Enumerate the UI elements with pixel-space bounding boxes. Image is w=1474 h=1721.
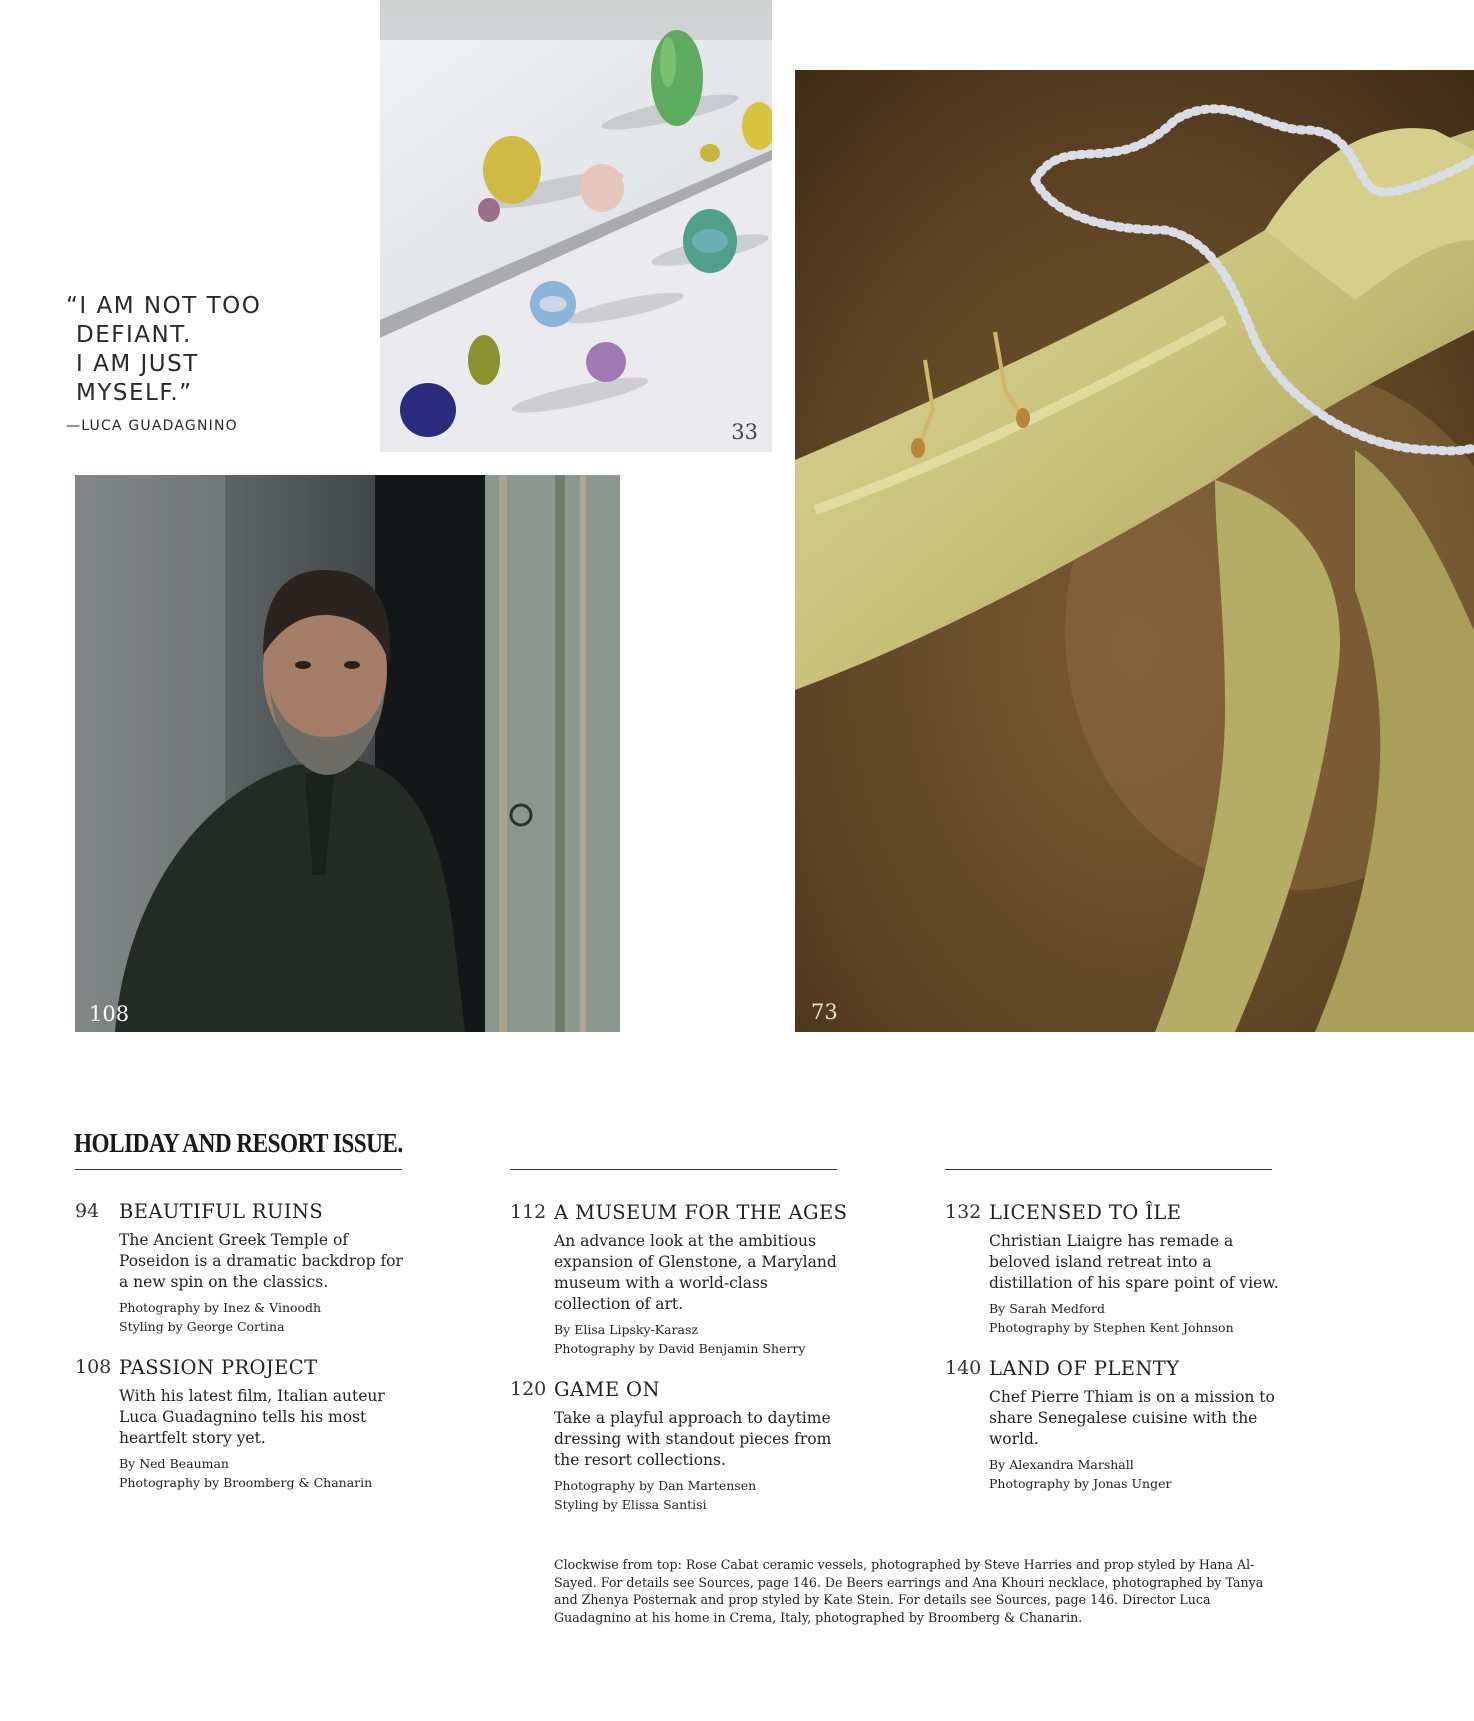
jewelry-photo bbox=[795, 70, 1474, 1032]
toc-page-number: 112 bbox=[510, 1201, 547, 1223]
toc-entry[interactable] bbox=[945, 1201, 1279, 1341]
toc-entry[interactable] bbox=[945, 1357, 1275, 1497]
toc-page-number: 94 bbox=[75, 1200, 100, 1222]
toc-title: BEAUTIFUL RUINS bbox=[119, 1200, 324, 1223]
toc-description-text: With his latest film, Italian auteur Luca Guadagnino tells his most heartfelt story yet. bbox=[119, 1387, 385, 1447]
pull-quote bbox=[66, 292, 366, 441]
toc-credits bbox=[989, 1299, 1279, 1337]
toc-entry[interactable] bbox=[75, 1356, 405, 1496]
quote-line: MYSELF.” bbox=[76, 380, 193, 406]
toc-credits bbox=[119, 1454, 409, 1492]
toc-credit: By Alexandra Marshall bbox=[989, 1457, 1134, 1472]
toc-page-number: 108 bbox=[75, 1356, 112, 1378]
toc-credits bbox=[554, 1476, 844, 1514]
portrait-photo bbox=[75, 475, 620, 1032]
quote-attribution: —LUCA GUADAGNINO bbox=[66, 418, 238, 434]
photo-caption: Clockwise from top: Rose Cabat ceramic vessels, photographed by Steve Harries and prop styled by Hana Al-Sayed. For details see Sources, page 146. De Beers earrings and Ana Khouri necklace, photographed by Tanya and Zhenya Posternak and prop styled by Kate Stein. For details see Sources, page 146. Director Luca Guadagnino at his home in Crema, Italy, photographed by Broomberg & Chanarin. bbox=[554, 1557, 1264, 1625]
toc-description bbox=[989, 1387, 1279, 1493]
toc-entry[interactable] bbox=[510, 1378, 840, 1518]
toc-description bbox=[989, 1231, 1279, 1337]
toc-credit: Styling by George Cortina bbox=[119, 1319, 285, 1334]
toc-title: LICENSED TO ÎLE bbox=[989, 1201, 1182, 1224]
toc-description bbox=[554, 1408, 844, 1514]
divider bbox=[510, 1169, 837, 1170]
toc-entry[interactable] bbox=[75, 1200, 405, 1340]
page-number: 108 bbox=[89, 1002, 130, 1026]
toc-credit: By Sarah Medford bbox=[989, 1301, 1106, 1316]
page-number: 73 bbox=[811, 1000, 838, 1024]
toc-credit: Photography by Inez & Vinoodh bbox=[119, 1300, 322, 1315]
quote-line: “I AM NOT TOO bbox=[66, 293, 262, 319]
toc-title: GAME ON bbox=[554, 1378, 660, 1401]
toc-description-text: An advance look at the ambitious expansion of Glenstone, a Maryland museum with a world-class collection of art. bbox=[554, 1232, 837, 1313]
toc-description bbox=[119, 1230, 409, 1336]
toc-credit: Photography by David Benjamin Sherry bbox=[554, 1341, 806, 1356]
toc-page-number: 140 bbox=[945, 1357, 982, 1379]
toc-description bbox=[119, 1386, 409, 1492]
toc-title: LAND OF PLENTY bbox=[989, 1357, 1180, 1380]
quote-line: DEFIANT. bbox=[76, 322, 192, 348]
toc-credits bbox=[989, 1455, 1279, 1493]
toc-credits bbox=[554, 1320, 844, 1358]
toc-credit: Photography by Broomberg & Chanarin bbox=[119, 1475, 373, 1490]
toc-description-text: Chef Pierre Thiam is on a mission to share Senegalese cuisine with the world. bbox=[989, 1388, 1275, 1448]
page-number: 33 bbox=[731, 420, 758, 444]
toc-credit: By Elisa Lipsky-Karasz bbox=[554, 1322, 698, 1337]
divider bbox=[945, 1169, 1272, 1170]
toc-credit: Photography by Jonas Unger bbox=[989, 1476, 1172, 1491]
toc-page-number: 120 bbox=[510, 1378, 547, 1400]
toc-credit: Styling by Elissa Santisi bbox=[554, 1497, 707, 1512]
toc-credit: Photography by Dan Martensen bbox=[554, 1478, 757, 1493]
toc-credit: Photography by Stephen Kent Johnson bbox=[989, 1320, 1234, 1335]
toc-credits bbox=[119, 1298, 409, 1336]
toc-page-number: 132 bbox=[945, 1201, 982, 1223]
toc-description bbox=[554, 1231, 844, 1358]
toc-title: PASSION PROJECT bbox=[119, 1356, 318, 1379]
ceramics-photo bbox=[380, 0, 772, 452]
toc-description-text: Christian Liaigre has remade a beloved island retreat into a distillation of his spare point of view. bbox=[989, 1232, 1279, 1292]
toc-credit: By Ned Beauman bbox=[119, 1456, 229, 1471]
toc-description-text: The Ancient Greek Temple of Poseidon is a dramatic backdrop for a new spin on the classics. bbox=[119, 1231, 403, 1291]
divider bbox=[75, 1169, 402, 1170]
quote-line: I AM JUST bbox=[76, 351, 199, 377]
issue-title: HOLIDAY AND RESORT ISSUE. bbox=[74, 1128, 403, 1158]
toc-description-text: Take a playful approach to daytime dressing with standout pieces from the resort collections. bbox=[554, 1409, 832, 1469]
toc-title: A MUSEUM FOR THE AGES bbox=[554, 1201, 848, 1224]
toc-entry[interactable] bbox=[510, 1201, 848, 1361]
